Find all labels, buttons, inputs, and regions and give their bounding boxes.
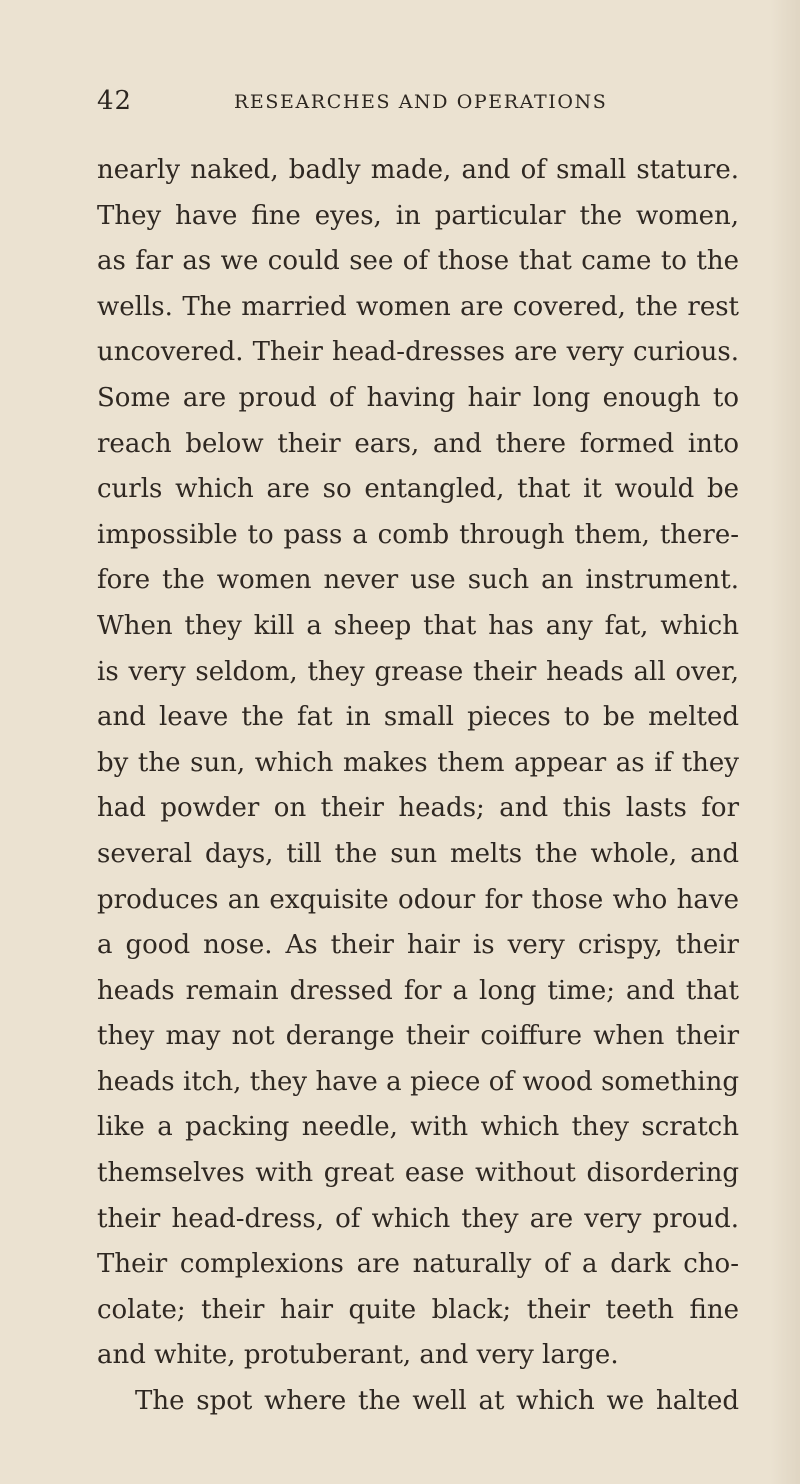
text-line: and leave the fat in small pieces to be melted: [97, 702, 739, 733]
paragraph-end-line: and white, protuberant, and very large.: [97, 1340, 619, 1371]
text-line: Some are proud of having hair long enough to: [97, 382, 739, 413]
text-line: impossible to pass a comb through them, there-: [97, 519, 739, 550]
text-line: had powder on their heads; and this lasts for: [97, 793, 739, 824]
text-line: is very seldom, they grease their heads all over,: [97, 656, 739, 687]
text-line: several days, till the sun melts the whole, and: [97, 838, 739, 869]
text-line: by the sun, which makes them appear as if they: [97, 747, 739, 778]
text-line: a good nose. As their hair is very crispy, their: [97, 930, 739, 961]
text-line: like a packing needle, with which they scratch: [97, 1112, 739, 1143]
text-line: their head-dress, of which they are very proud.: [97, 1203, 739, 1234]
running-head: RESEARCHES AND OPERATIONS: [234, 91, 608, 113]
text-line: wells. The married women are covered, the rest: [97, 291, 739, 322]
text-line: themselves with great ease without disordering: [97, 1158, 739, 1189]
text-line: When they kill a sheep that has any fat, which: [97, 610, 739, 641]
text-line: nearly naked, badly made, and of small stature.: [97, 155, 739, 185]
text-line: Their complexions are naturally of a dark cho-: [97, 1249, 739, 1280]
paragraph-start-line: The spot where the well at which we halted: [135, 1386, 739, 1417]
text-line: reach below their ears, and there formed into: [97, 428, 739, 459]
text-line: curls which are so entangled, that it would be: [97, 474, 739, 505]
text-line: produces an exquisite odour for those who have: [97, 884, 739, 915]
text-line: colate; their hair quite black; their teeth fine: [97, 1294, 739, 1325]
text-line: fore the women never use such an instrument.: [97, 565, 739, 596]
text-line: They have fine eyes, in particular the women,: [97, 200, 739, 231]
page-header: [97, 86, 737, 126]
page-number: 42: [97, 86, 133, 116]
text-line: heads remain dressed for a long time; and that: [97, 975, 739, 1006]
text-line: uncovered. Their head-dresses are very curious.: [97, 337, 739, 368]
text-line: heads itch, they have a piece of wood something: [97, 1066, 739, 1097]
text-line: they may not derange their coiffure when their: [97, 1021, 739, 1052]
text-line: as far as we could see of those that came to the: [97, 246, 739, 277]
body-text: [97, 148, 739, 1425]
